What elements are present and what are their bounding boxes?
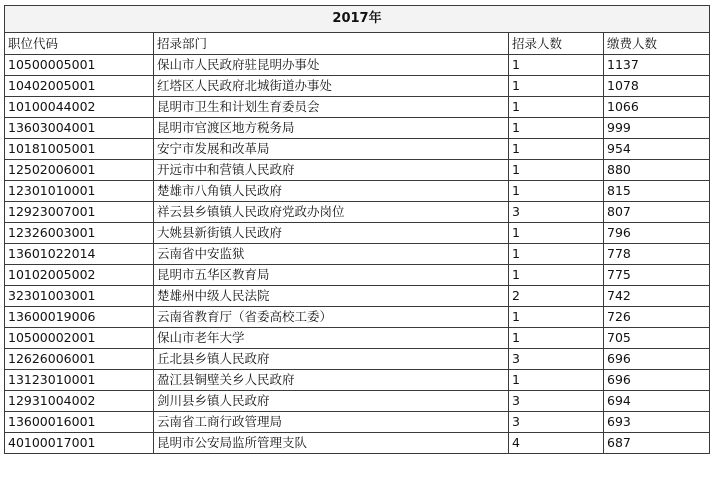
- applicant-count-cell: 693: [604, 412, 710, 433]
- department-cell: 保山市人民政府驻昆明办事处: [154, 55, 509, 76]
- department-cell: 楚雄州中级人民法院: [154, 286, 509, 307]
- recruitment-table-container: [4, 5, 710, 454]
- applicant-count-cell: 696: [604, 370, 710, 391]
- recruit-count-cell: 3: [509, 391, 604, 412]
- position-code-cell: 13603004001: [5, 118, 154, 139]
- applicant-count-cell: 775: [604, 265, 710, 286]
- position-code-cell: 40100017001: [5, 433, 154, 454]
- table-row: [5, 412, 710, 433]
- table-row: [5, 286, 710, 307]
- table-row: [5, 160, 710, 181]
- recruit-count-cell: 1: [509, 118, 604, 139]
- applicant-count-cell: 742: [604, 286, 710, 307]
- applicant-count-cell: 687: [604, 433, 710, 454]
- recruit-count-cell: 3: [509, 412, 604, 433]
- position-code-cell: 32301003001: [5, 286, 154, 307]
- position-code-cell: 12301010001: [5, 181, 154, 202]
- table-title: 2017年: [5, 6, 710, 33]
- applicant-count-cell: 815: [604, 181, 710, 202]
- recruitment-table: [4, 5, 710, 454]
- position-code-cell: 10102005002: [5, 265, 154, 286]
- position-code-cell: 10100044002: [5, 97, 154, 118]
- department-cell: 大姚县新街镇人民政府: [154, 223, 509, 244]
- applicant-count-cell: 1137: [604, 55, 710, 76]
- table-row: [5, 181, 710, 202]
- department-cell: 云南省教育厅（省委高校工委）: [154, 307, 509, 328]
- position-code-cell: 10181005001: [5, 139, 154, 160]
- recruit-count-cell: 1: [509, 97, 604, 118]
- applicant-count-cell: 726: [604, 307, 710, 328]
- table-row: [5, 265, 710, 286]
- applicant-count-cell: 705: [604, 328, 710, 349]
- department-cell: 昆明市公安局监所管理支队: [154, 433, 509, 454]
- recruit-count-cell: 3: [509, 202, 604, 223]
- table-row: [5, 391, 710, 412]
- department-cell: 保山市老年大学: [154, 328, 509, 349]
- recruit-count-cell: 1: [509, 181, 604, 202]
- table-row: [5, 328, 710, 349]
- position-code-cell: 12923007001: [5, 202, 154, 223]
- recruit-count-cell: 3: [509, 349, 604, 370]
- table-row: [5, 349, 710, 370]
- department-cell: 红塔区人民政府北城街道办事处: [154, 76, 509, 97]
- header-recruit-count: 招录人数: [509, 33, 604, 55]
- applicant-count-cell: 694: [604, 391, 710, 412]
- table-row: [5, 55, 710, 76]
- department-cell: 昆明市五华区教育局: [154, 265, 509, 286]
- header-applicant-count: 缴费人数: [604, 33, 710, 55]
- position-code-cell: 12626006001: [5, 349, 154, 370]
- header-position-code: 职位代码: [5, 33, 154, 55]
- applicant-count-cell: 778: [604, 244, 710, 265]
- department-cell: 楚雄市八角镇人民政府: [154, 181, 509, 202]
- department-cell: 祥云县乡镇镇人民政府党政办岗位: [154, 202, 509, 223]
- department-cell: 丘北县乡镇人民政府: [154, 349, 509, 370]
- recruit-count-cell: 4: [509, 433, 604, 454]
- recruit-count-cell: 1: [509, 139, 604, 160]
- table-row: [5, 139, 710, 160]
- table-row: [5, 118, 710, 139]
- department-cell: 安宁市发展和改革局: [154, 139, 509, 160]
- table-title-row: [5, 6, 710, 33]
- applicant-count-cell: 1078: [604, 76, 710, 97]
- table-row: [5, 97, 710, 118]
- recruit-count-cell: 1: [509, 265, 604, 286]
- applicant-count-cell: 696: [604, 349, 710, 370]
- table-row: [5, 370, 710, 391]
- department-cell: 盈江县铜壁关乡人民政府: [154, 370, 509, 391]
- applicant-count-cell: 807: [604, 202, 710, 223]
- position-code-cell: 10500002001: [5, 328, 154, 349]
- department-cell: 云南省中安监狱: [154, 244, 509, 265]
- position-code-cell: 12931004002: [5, 391, 154, 412]
- department-cell: 剑川县乡镇人民政府: [154, 391, 509, 412]
- position-code-cell: 13123010001: [5, 370, 154, 391]
- recruit-count-cell: 2: [509, 286, 604, 307]
- department-cell: 昆明市卫生和计划生育委员会: [154, 97, 509, 118]
- applicant-count-cell: 999: [604, 118, 710, 139]
- position-code-cell: 13600016001: [5, 412, 154, 433]
- recruit-count-cell: 1: [509, 223, 604, 244]
- recruit-count-cell: 1: [509, 370, 604, 391]
- table-row: [5, 433, 710, 454]
- applicant-count-cell: 954: [604, 139, 710, 160]
- position-code-cell: 10402005001: [5, 76, 154, 97]
- table-row: [5, 244, 710, 265]
- table-body: [5, 55, 710, 454]
- position-code-cell: 12502006001: [5, 160, 154, 181]
- table-row: [5, 202, 710, 223]
- department-cell: 昆明市官渡区地方税务局: [154, 118, 509, 139]
- recruit-count-cell: 1: [509, 244, 604, 265]
- applicant-count-cell: 796: [604, 223, 710, 244]
- position-code-cell: 13601022014: [5, 244, 154, 265]
- recruit-count-cell: 1: [509, 160, 604, 181]
- table-row: [5, 223, 710, 244]
- recruit-count-cell: 1: [509, 76, 604, 97]
- table-row: [5, 76, 710, 97]
- department-cell: 开远市中和营镇人民政府: [154, 160, 509, 181]
- recruit-count-cell: 1: [509, 307, 604, 328]
- applicant-count-cell: 880: [604, 160, 710, 181]
- applicant-count-cell: 1066: [604, 97, 710, 118]
- table-row: [5, 307, 710, 328]
- position-code-cell: 12326003001: [5, 223, 154, 244]
- recruit-count-cell: 1: [509, 328, 604, 349]
- table-header-row: [5, 33, 710, 55]
- header-department: 招录部门: [154, 33, 509, 55]
- position-code-cell: 13600019006: [5, 307, 154, 328]
- department-cell: 云南省工商行政管理局: [154, 412, 509, 433]
- recruit-count-cell: 1: [509, 55, 604, 76]
- position-code-cell: 10500005001: [5, 55, 154, 76]
